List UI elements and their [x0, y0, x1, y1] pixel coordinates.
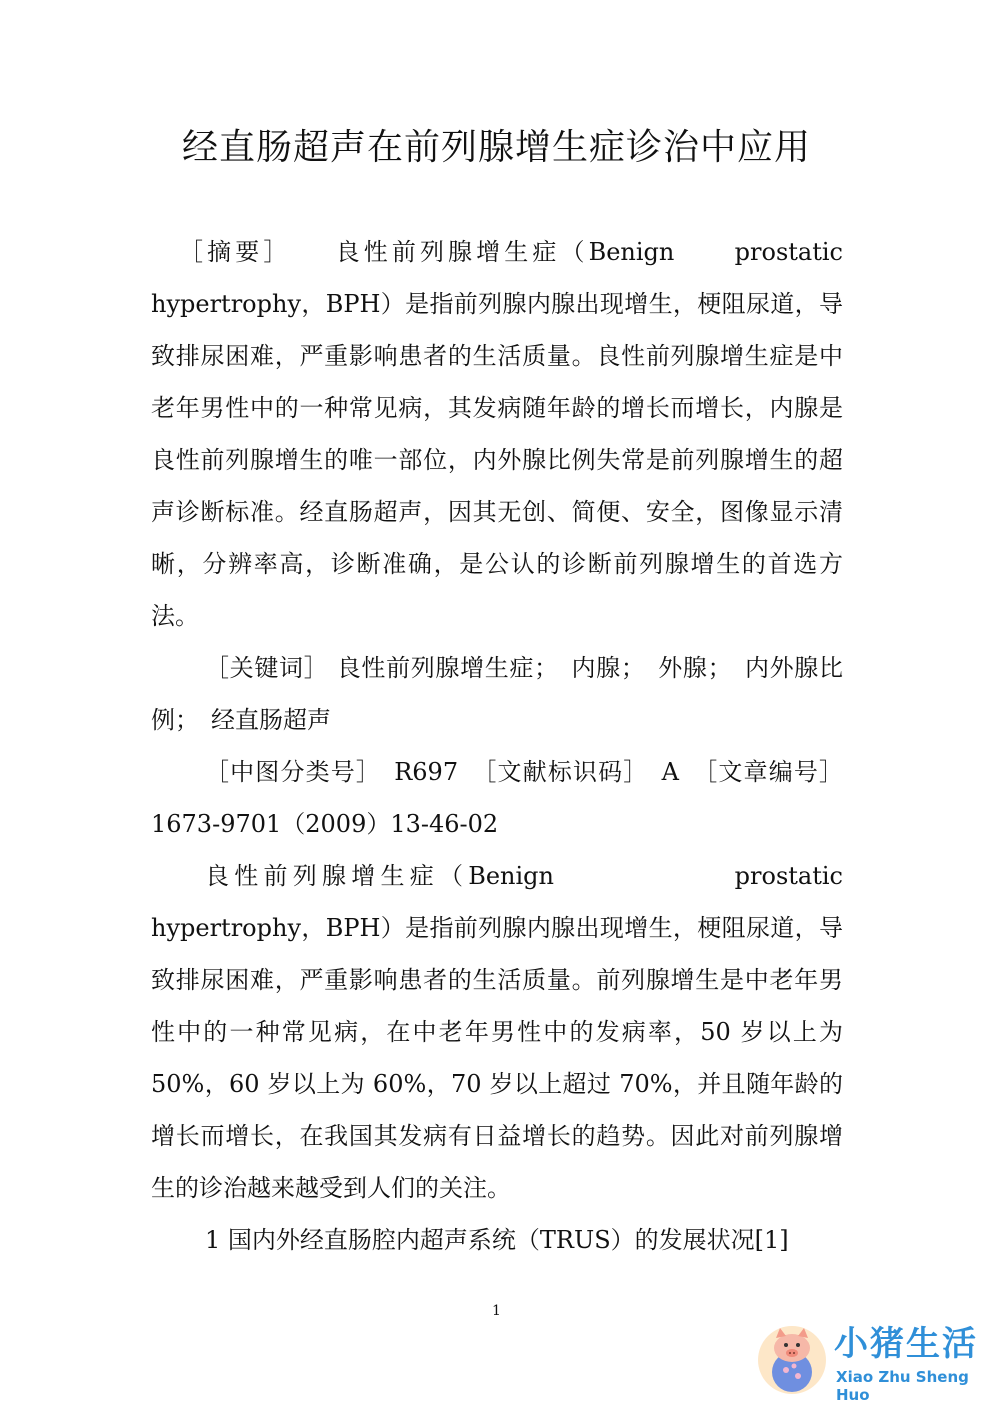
keywords-paragraph: ［关键词］ 良性前列腺增生症； 内腺； 外腺； 内外腺比例； 经直肠超声 — [151, 654, 843, 734]
logo-name-cn: 小猪生活 — [834, 1324, 978, 1364]
section-heading: 1 国内外经直肠腔内超声系统（TRUS）的发展状况[1] — [205, 1226, 789, 1254]
body-paragraph: 良性前列腺增生症（Benign prostatic hypertrophy，BPH）是指前列腺内腺出现增生，梗阻尿道，导致排尿困难，严重影响患者的生活质量。前列腺增生是中老年男性中的一种常见病，在中老年男性中的发病率，50 岁以上为 50%，60 岁以上为 60%，70 岁以上超过 70%，并且随年龄的增长而增长，在我国其发病有日益增长的趋势。因此对前列腺增生的诊治越来越受到人们的关注。 — [151, 862, 843, 1202]
pig-mascot-icon — [754, 1320, 830, 1396]
abstract-paragraph: ［摘要］ 良性前列腺增生症（Benign prostatic hypertrophy，BPH）是指前列腺内腺出现增生，梗阻尿道，导致排尿困难，严重影响患者的生活质量。良性前列腺增生症是中老年男性中的一种常见病，其发病随年龄的增长而增长，内腺是良性前列腺增生的唯一部位，内外腺比例失常是前列腺增生的超声诊断标准。经直肠超声，因其无创、简便、安全，图像显示清晰，分辨率高，诊断准确，是公认的诊断前列腺增生的首选方法。 — [151, 238, 843, 630]
watermark-logo — [752, 1318, 988, 1404]
document-body — [151, 226, 843, 1266]
page-title: 经直肠超声在前列腺增生症诊治中应用 — [181, 127, 811, 168]
page-number: 1 — [492, 1303, 501, 1319]
logo-name-en: Xiao Zhu Sheng Huo — [836, 1368, 969, 1404]
classification-paragraph: ［中图分类号］ R697 ［文献标识码］ A ［文章编号］1673-9701（2009）13-46-02 — [151, 758, 843, 838]
